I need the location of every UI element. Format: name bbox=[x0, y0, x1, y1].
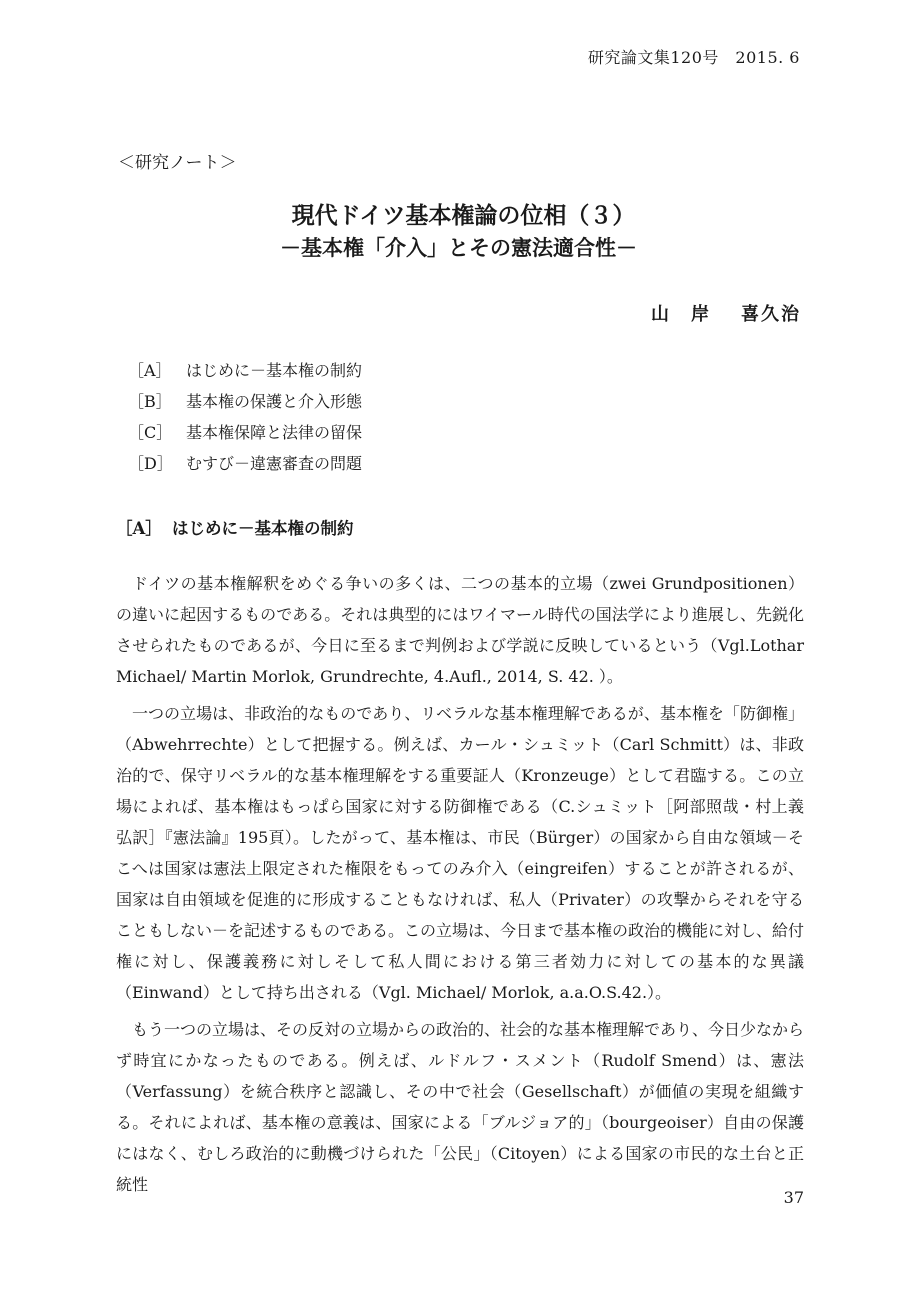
toc-item bbox=[128, 422, 362, 453]
paper-title: 現代ドイツ基本権論の位相（３） bbox=[291, 202, 636, 229]
toc-item-tag: ［D］ bbox=[128, 454, 173, 473]
paper-subtitle: －基本権「介入」とその憲法適合性－ bbox=[280, 235, 637, 260]
toc-item bbox=[128, 360, 362, 391]
author-name bbox=[635, 300, 801, 326]
toc-item-tag: ［A］ bbox=[128, 361, 172, 380]
section-heading-text: はじめに－基本権の制約 bbox=[172, 519, 354, 538]
author-given-name: 喜久治 bbox=[741, 304, 801, 325]
toc-item bbox=[128, 391, 362, 422]
toc-item bbox=[128, 453, 362, 484]
body-paragraph: もう一つの立場は、その反対の立場からの政治的、社会的な基本権理解であり、今日少なからず時宜にかなったものである。例えば、ルドルフ・スメント（Rudolf Smend）は、憲法（Verfassung）を統合秩序と認識し、その中で社会（Gesellschaft）が価値の実現を組織する。それによれば、基本権の意義は、国家による「ブルジョア的」（bourgeoiser）自由の保護にはなく、むしろ政治的に動機づけられた「公民」（Citoyen）による国家の市民的な土台と正統性 bbox=[116, 1020, 805, 1194]
body-text bbox=[116, 568, 804, 1206]
running-header: 研究論文集120号 2015. 6 bbox=[587, 48, 800, 67]
section-heading-tag: ［A］ bbox=[116, 519, 162, 538]
section-label: ＜研究ノート＞ bbox=[118, 153, 237, 173]
section-heading bbox=[116, 515, 354, 539]
title-block bbox=[0, 200, 917, 264]
page-number: 37 bbox=[783, 1188, 804, 1207]
body-paragraph: 一つの立場は、非政治的なものであり、リベラルな基本権理解であるが、基本権を「防御権」（Abwehrrechte）として把握する。例えば、カール・シュミット（Carl Schmitt）は、非政治的で、保守リベラル的な基本権理解をする重要証人（Kronzeuge）として君臨する。この立場によれば、基本権はもっぱら国家に対する防御権である（C.シュミット［阿部照哉・村上義弘訳］『憲法論』195頁）。したがって、基本権は、市民（Bürger）の国家から自由な領域－そこへは国家は憲法上限定された権限をもってのみ介入（eingreifen）することが許されるが、国家は自由領域を促進的に形成することもなければ、私人（Privater）の攻撃からそれを守ることもしない－を記述するものである。この立場は、今日まで基本権の政治的機能に対し、給付権に対し、保護義務に対しそして私人間における第三者効力に対しての基本的な異議（Einwand）として持ち出される（Vgl. Michael/ Morlok, a.a.O.S.42.）。 bbox=[116, 704, 805, 1002]
toc-item-tag: ［C］ bbox=[128, 423, 173, 442]
body-paragraph: ドイツの基本権解釈をめぐる争いの多くは、二つの基本的立場（zwei Grundpositionen）の違いに起因するものである。それは典型的にはワイマール時代の国法学により進展し、先鋭化させられたものであるが、今日に至るまで判例および学説に反映しているという（Vgl.Lothar Michael/ Martin Morlok, Grundrechte, 4.Aufl., 2014, S. 42. ）。 bbox=[116, 574, 804, 686]
toc-item-text: むすび－違憲審査の問題 bbox=[186, 454, 363, 473]
toc-item-text: はじめに－基本権の制約 bbox=[186, 361, 363, 380]
toc-item-text: 基本権保障と法律の留保 bbox=[186, 423, 363, 442]
author-surname: 山 岸 bbox=[651, 304, 711, 325]
toc-item-tag: ［B］ bbox=[128, 392, 172, 411]
table-of-contents bbox=[128, 360, 362, 484]
toc-item-text: 基本権の保護と介入形態 bbox=[186, 392, 363, 411]
